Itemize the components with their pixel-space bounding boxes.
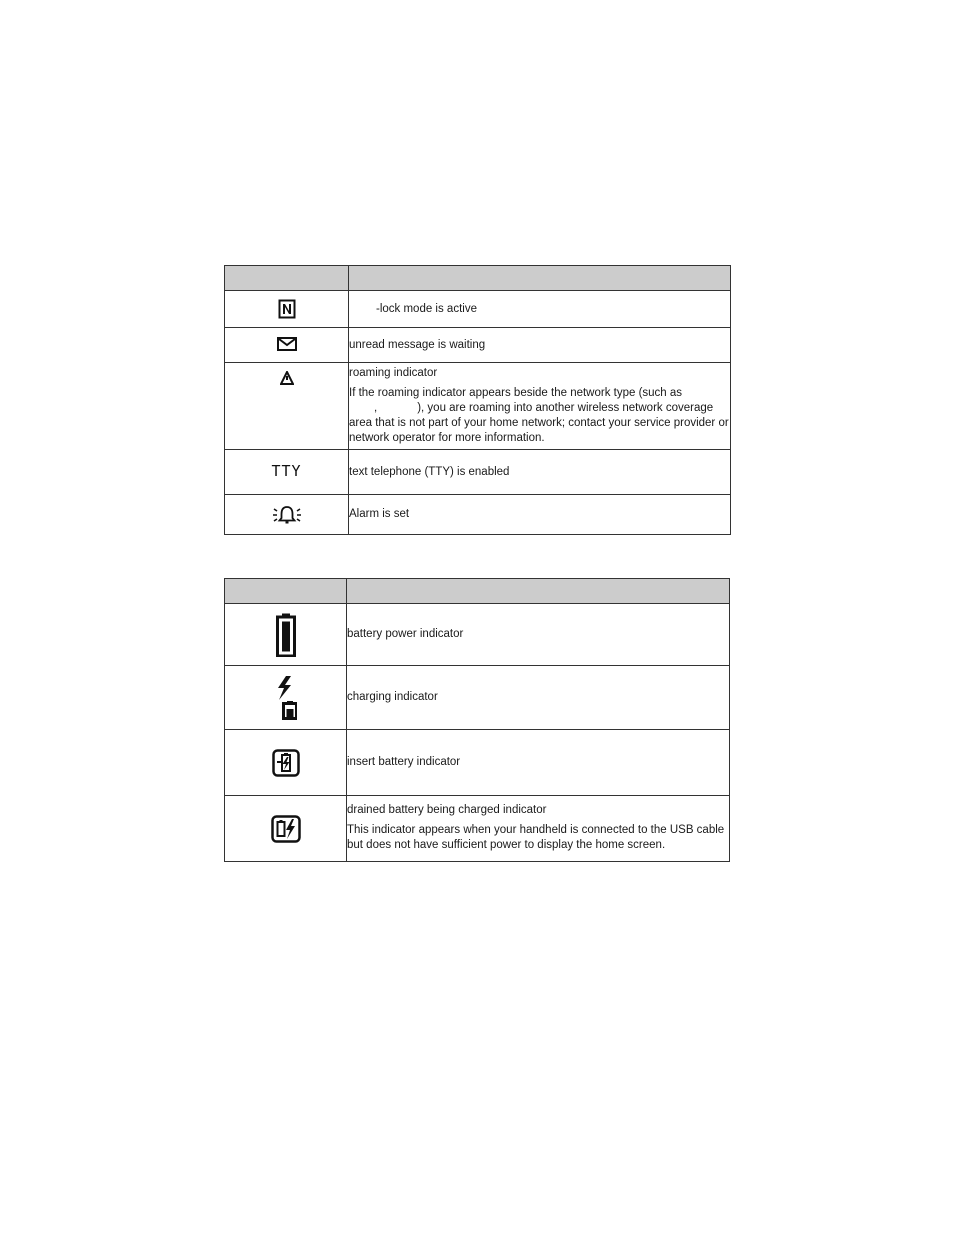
row-label: insert battery indicator xyxy=(347,756,461,768)
table-row xyxy=(225,363,731,450)
header-cell-icon xyxy=(225,266,349,291)
row-label: Alarm is set xyxy=(349,508,410,520)
header-cell-description xyxy=(349,266,731,291)
tty-icon: TTY xyxy=(271,461,302,480)
status-indicators-table xyxy=(224,265,731,535)
table-row xyxy=(225,450,731,495)
envelope-icon xyxy=(277,337,297,351)
table-row xyxy=(225,291,731,328)
table-row xyxy=(225,730,730,796)
table-row xyxy=(225,666,730,730)
row-label: roaming indicator xyxy=(349,367,438,379)
battery-indicators-table xyxy=(224,578,730,862)
row-label: charging indicator xyxy=(347,691,438,703)
table-header-row xyxy=(225,579,730,604)
insert-battery-icon xyxy=(272,749,300,777)
row-label: text telephone (TTY) is enabled xyxy=(349,465,510,478)
row-label: drained battery being charged indicator xyxy=(347,804,547,816)
row-label: unread message is waiting xyxy=(349,338,486,351)
table-row xyxy=(225,796,730,862)
drained-battery-charging-icon xyxy=(271,815,301,843)
roaming-triangle-icon xyxy=(280,371,294,385)
battery-full-icon xyxy=(276,613,296,657)
alarm-bell-icon xyxy=(272,505,302,525)
table-header-row xyxy=(225,266,731,291)
row-label: battery power indicator xyxy=(347,628,464,640)
table-row xyxy=(225,495,731,535)
header-cell-description xyxy=(347,579,730,604)
table-row xyxy=(225,328,731,363)
row-label: -lock mode is active xyxy=(376,302,477,315)
charging-icon xyxy=(275,676,297,720)
row-description: If the roaming indicator appears beside the network type (such as , ), you are roaming into another wireless network coverage area that is not part of your home network; contact your service provider or network operator for more information. xyxy=(349,387,729,444)
table-row xyxy=(225,604,730,666)
row-description: This indicator appears when your handheld is connected to the USB cable but does not have sufficient power to display the home screen. xyxy=(347,824,725,851)
network-lock-icon xyxy=(278,299,296,319)
header-cell-icon xyxy=(225,579,347,604)
